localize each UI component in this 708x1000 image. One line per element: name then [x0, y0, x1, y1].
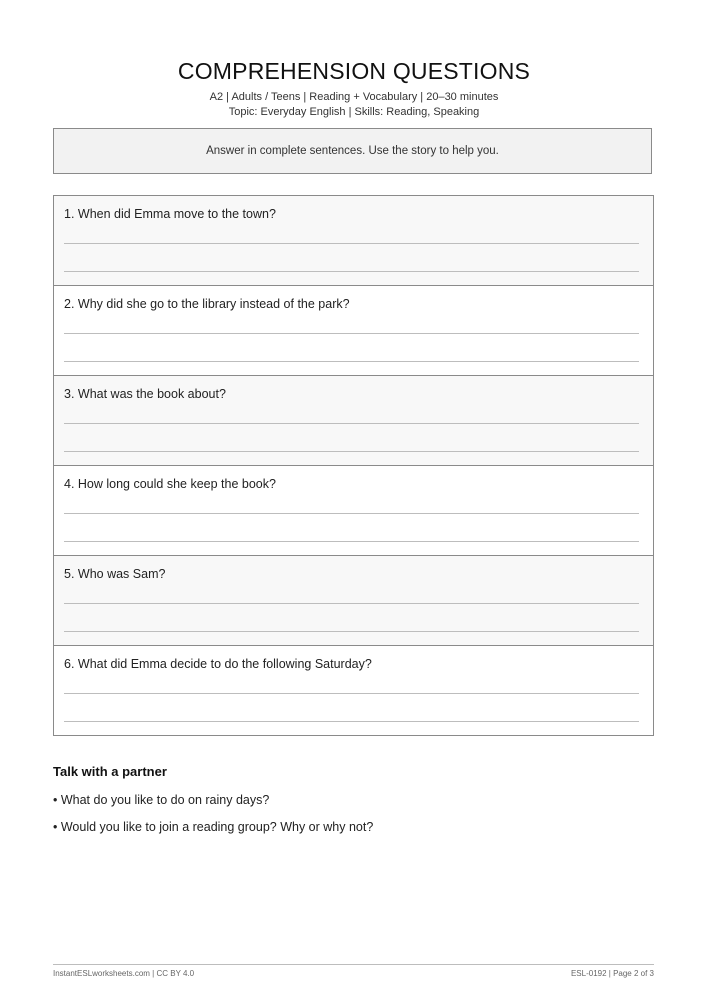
- question-text: 6. What did Emma decide to do the following Saturday?: [64, 657, 372, 671]
- answer-line[interactable]: [64, 243, 639, 244]
- question-text: 3. What was the book about?: [64, 387, 226, 401]
- answer-line[interactable]: [64, 693, 639, 694]
- footer-divider: [53, 964, 654, 965]
- page-title: COMPREHENSION QUESTIONS: [177, 58, 531, 84]
- question-text: 2. Why did she go to the library instead of the park?: [64, 297, 350, 311]
- answer-line[interactable]: [64, 721, 639, 722]
- discussion-item: • Would you like to join a reading group? Why or why not?: [53, 820, 374, 834]
- question-text: 1. When did Emma move to the town?: [64, 207, 276, 221]
- answer-line[interactable]: [64, 451, 639, 452]
- question-text: 4. How long could she keep the book?: [64, 477, 276, 491]
- answer-line[interactable]: [64, 541, 639, 542]
- footer-source: InstantESLworksheets.com | CC BY 4.0: [53, 969, 195, 978]
- level-meta: A2 | Adults / Teens | Reading + Vocabulary | 20–30 minutes: [209, 91, 499, 103]
- topic-meta: Topic: Everyday English | Skills: Reading, Speaking: [228, 106, 480, 118]
- instructions-text: Answer in complete sentences. Use the story to help you.: [206, 145, 499, 157]
- instructions-box: [53, 128, 652, 174]
- discussion-heading: Talk with a partner: [53, 764, 167, 779]
- question-row: [54, 376, 653, 466]
- answer-line[interactable]: [64, 271, 639, 272]
- answer-line[interactable]: [64, 603, 639, 604]
- answer-line[interactable]: [64, 333, 639, 334]
- answer-line[interactable]: [64, 361, 639, 362]
- answer-line[interactable]: [64, 631, 639, 632]
- question-row: [54, 196, 653, 286]
- question-row: [54, 556, 653, 646]
- discussion-item: • What do you like to do on rainy days?: [53, 793, 270, 807]
- questions-table: [53, 195, 654, 736]
- question-text: 5. Who was Sam?: [64, 567, 166, 581]
- question-row: [54, 286, 653, 376]
- question-row: [54, 466, 653, 556]
- question-row: [54, 646, 653, 735]
- answer-line[interactable]: [64, 423, 639, 424]
- footer-page-number: ESL-0192 | Page 2 of 3: [570, 969, 654, 978]
- answer-line[interactable]: [64, 513, 639, 514]
